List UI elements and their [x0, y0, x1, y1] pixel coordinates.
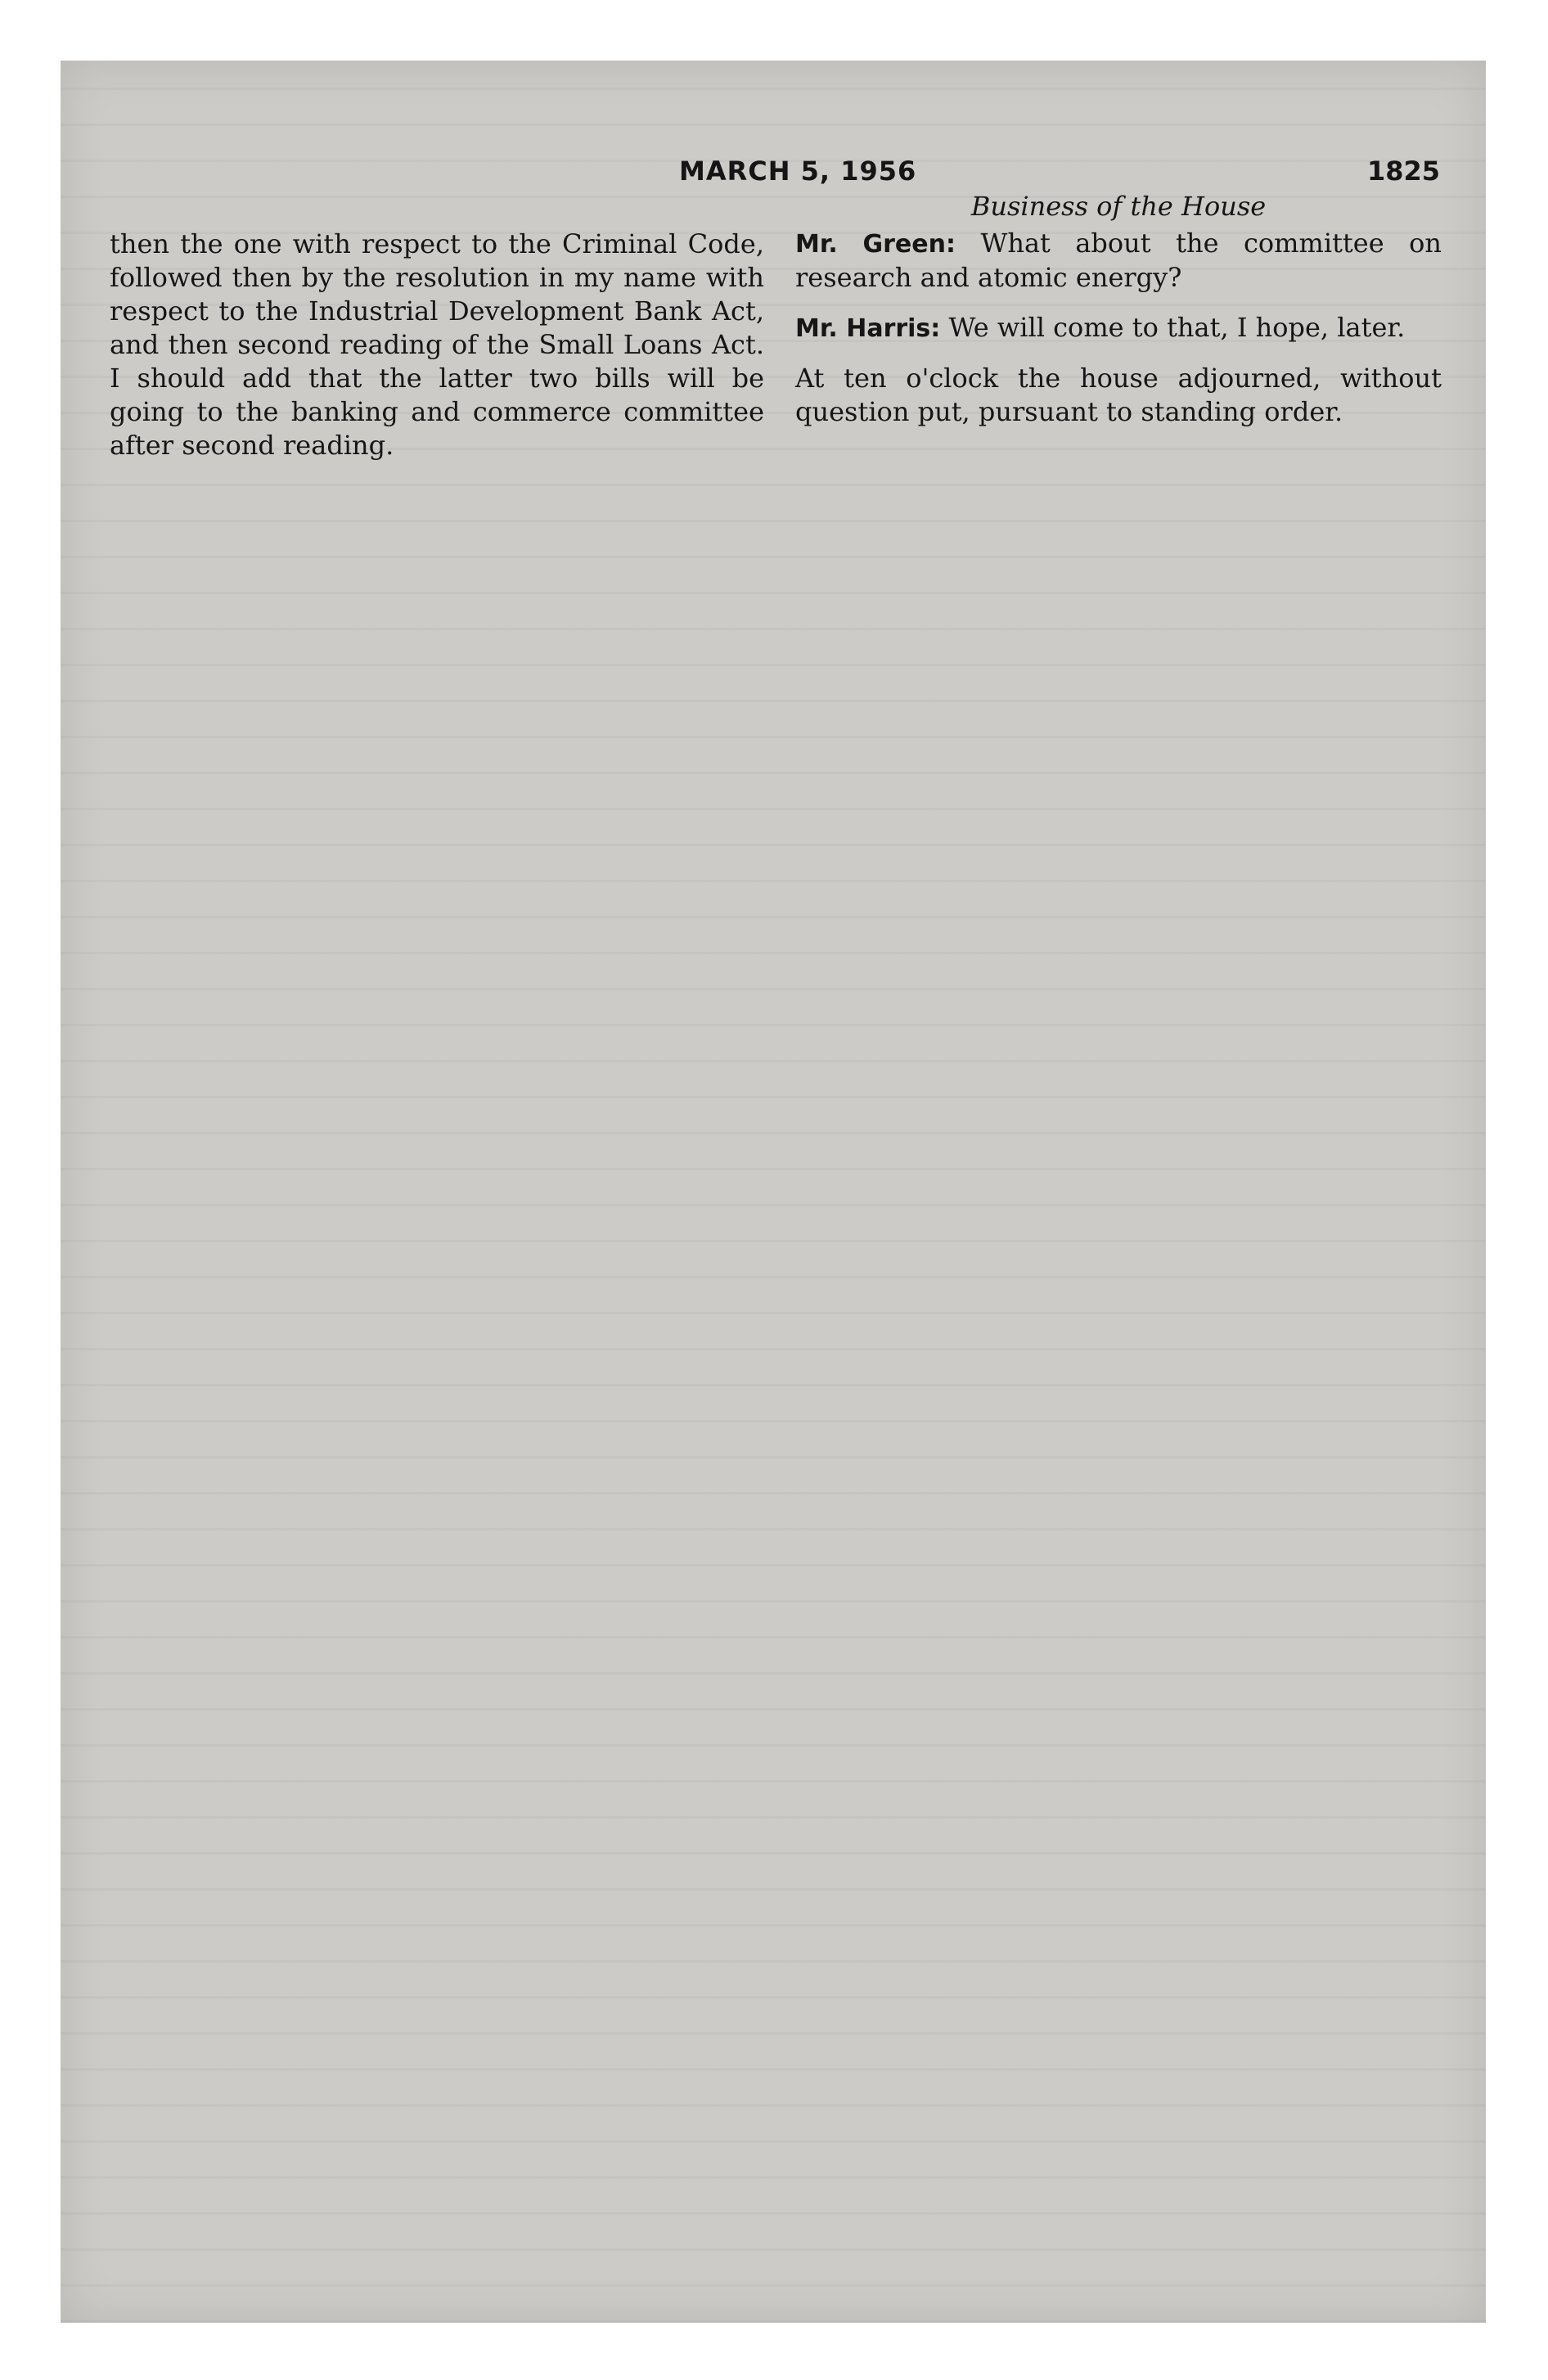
page-number: 1825 — [1366, 156, 1440, 187]
section-title: Business of the House — [970, 191, 1267, 222]
exchange-harris — [795, 311, 1442, 345]
left-paragraph: then the one with respect to the Criminal Code, followed then by the resolution in my name with respect to the Industrial Development Bank Act, and then second reading of the Small Loans Act. I should add that the latter two bills will be going to the banking and commerce committee after second reading. — [110, 228, 764, 461]
left-column — [110, 228, 764, 479]
exchange-green-text: What about the committee on research and atomic energy? — [795, 228, 1442, 293]
exchange-green — [795, 227, 1442, 295]
speaker-harris: Mr. Harris: — [795, 314, 941, 343]
adjournment-note: At ten o'clock the house adjourned, without question put, pursuant to standing order. — [795, 363, 1442, 427]
exchange-harris-text: We will come to that, I hope, later. — [948, 312, 1406, 343]
right-column — [795, 190, 1442, 445]
header-date: MARCH 5, 1956 — [679, 156, 917, 187]
speaker-green: Mr. Green: — [795, 230, 956, 259]
